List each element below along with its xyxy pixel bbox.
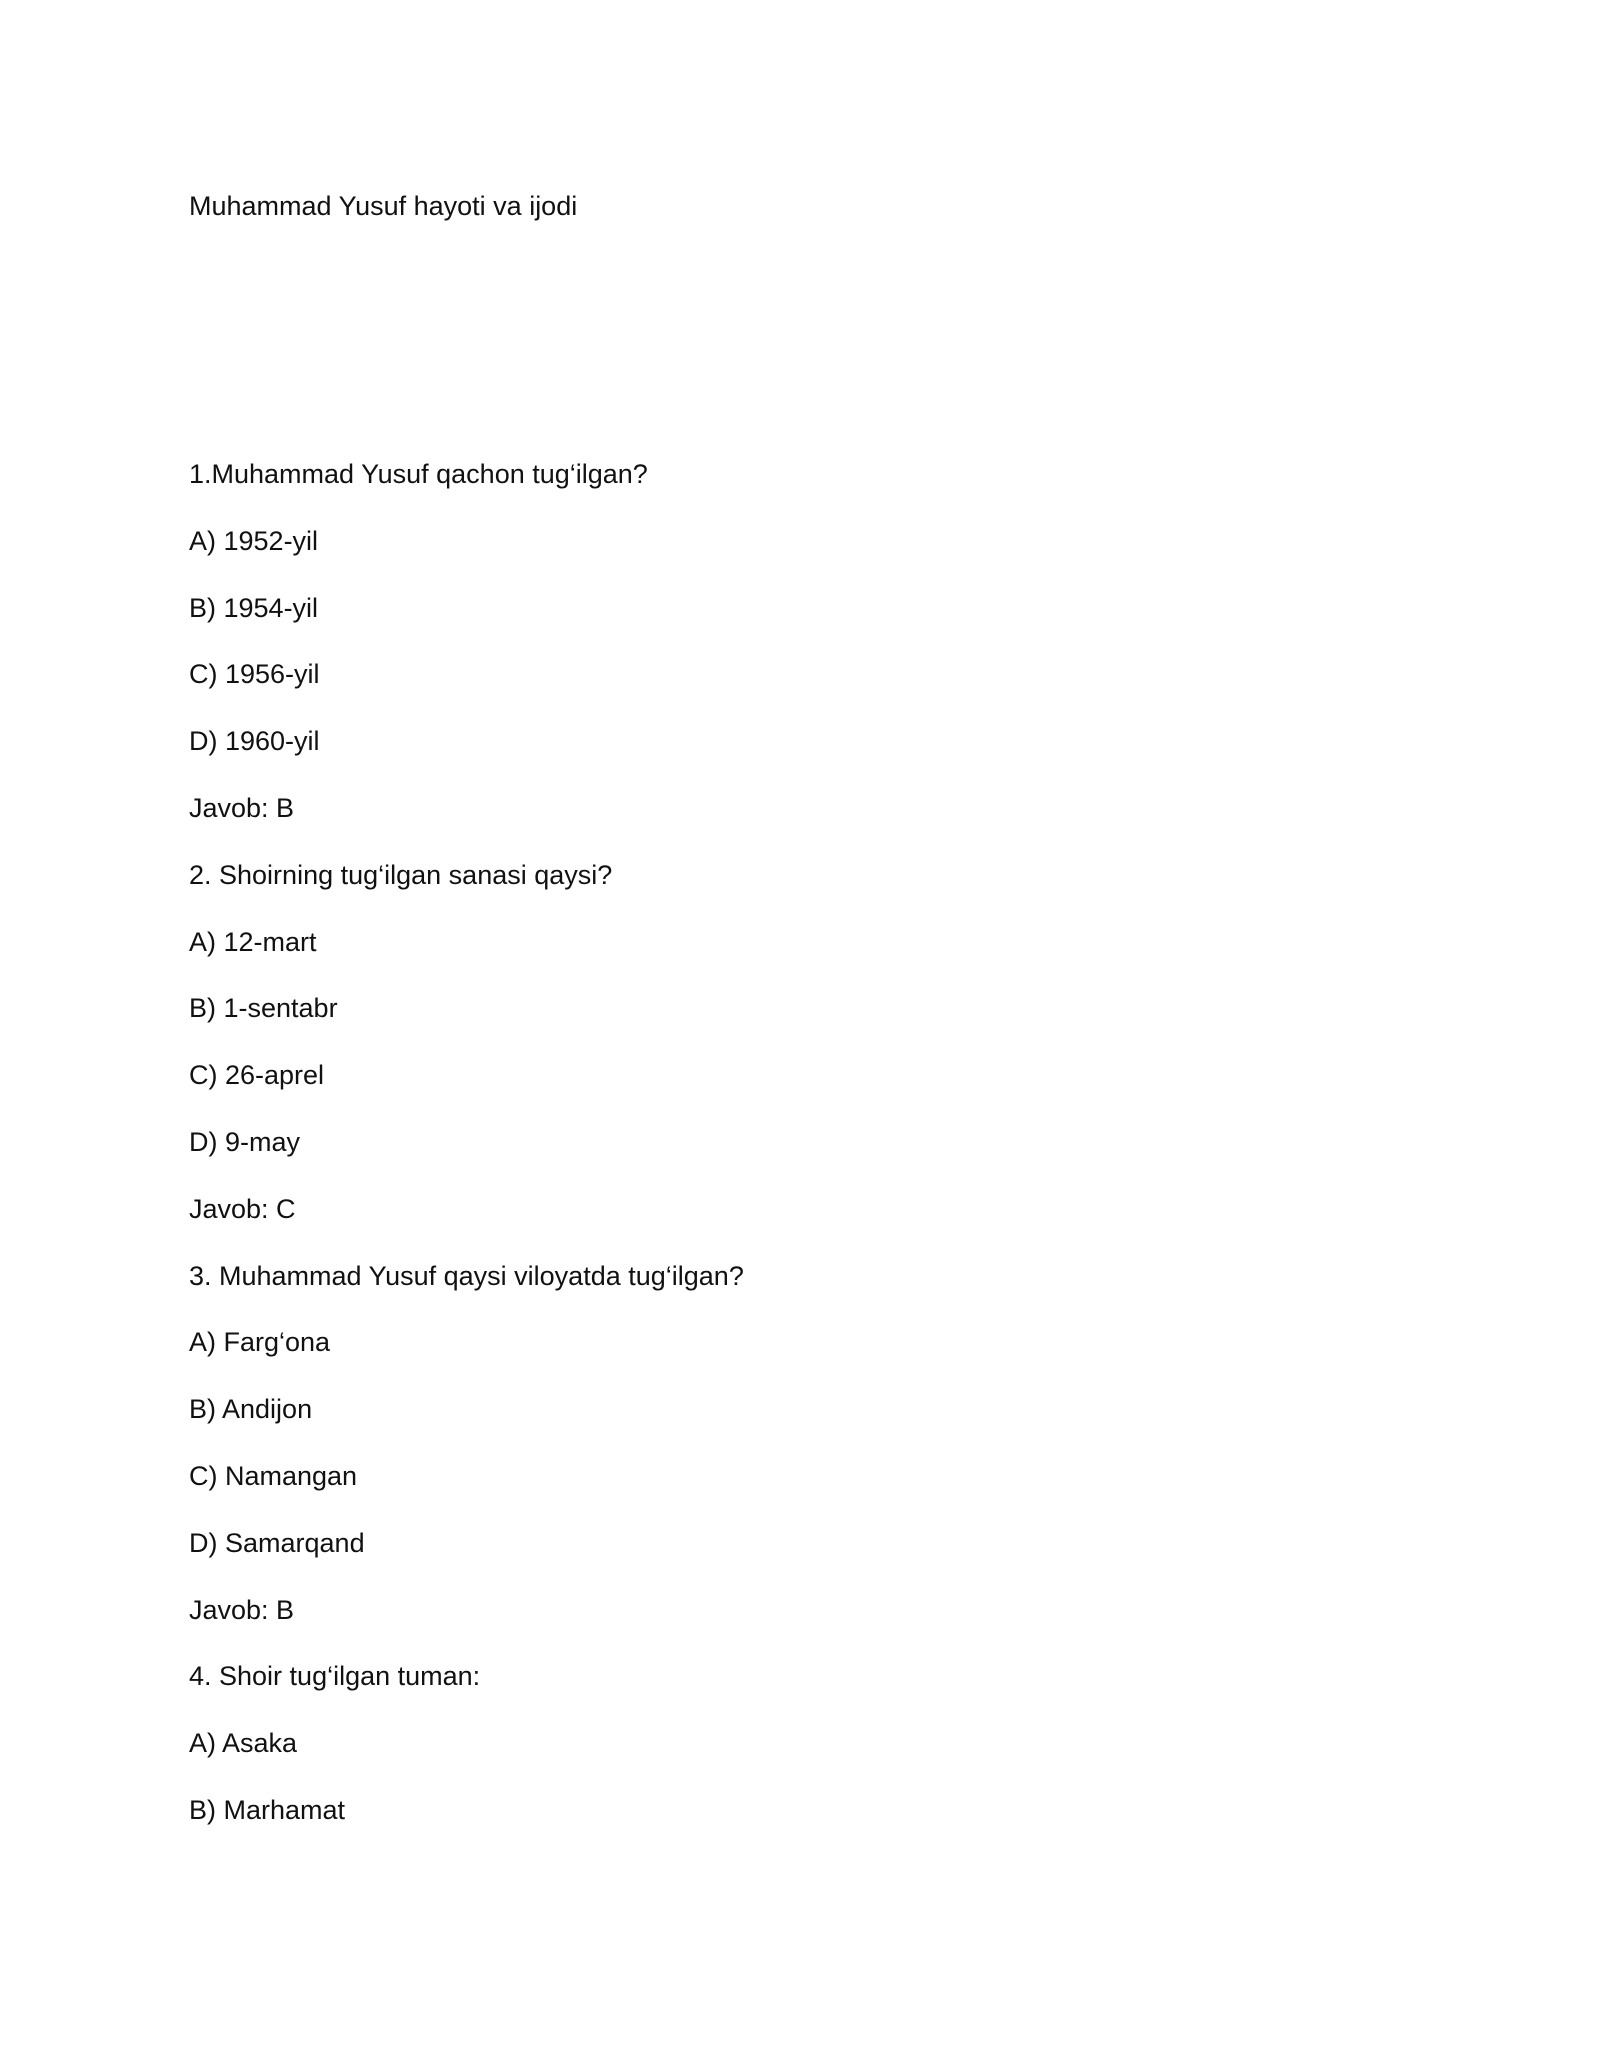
answer-option: B) Andijon: [189, 1394, 313, 1425]
question-text: 1.Muhammad Yusuf qachon tug‘ilgan?: [189, 459, 648, 489]
answer-option: A) 12-mart: [189, 926, 317, 957]
question-text: 4. Shoir tug‘ilgan tuman:: [189, 1661, 481, 1692]
answer-option: C) 1956-yil: [189, 659, 320, 690]
correct-answer: Javob: B: [189, 1594, 295, 1625]
correct-answer: Javob: B: [189, 792, 295, 823]
answer-option: A) Asaka: [189, 1728, 298, 1759]
answer-option: C) 26-aprel: [189, 1060, 325, 1091]
quiz-list: [189, 455, 1489, 1858]
answer-option: D) Samarqand: [189, 1527, 365, 1558]
question-text: 2. Shoirning tug‘ilgan sanasi qaysi?: [189, 859, 613, 890]
answer-option: B) Marhamat: [189, 1794, 346, 1825]
document-title: Muhammad Yusuf hayoti va ijodi: [189, 191, 578, 221]
question-text: 3. Muhammad Yusuf qaysi viloyatda tug‘ilgan?: [189, 1260, 744, 1291]
answer-option: B) 1-sentabr: [189, 993, 338, 1024]
correct-answer: Javob: C: [189, 1193, 296, 1224]
answer-option: D) 1960-yil: [189, 726, 320, 757]
answer-option: A) Farg‘ona: [189, 1327, 331, 1358]
answer-option: D) 9-may: [189, 1126, 301, 1157]
answer-option: C) Namangan: [189, 1460, 358, 1491]
answer-option: A) 1952-yil: [189, 525, 319, 556]
answer-option: B) 1954-yil: [189, 592, 319, 623]
